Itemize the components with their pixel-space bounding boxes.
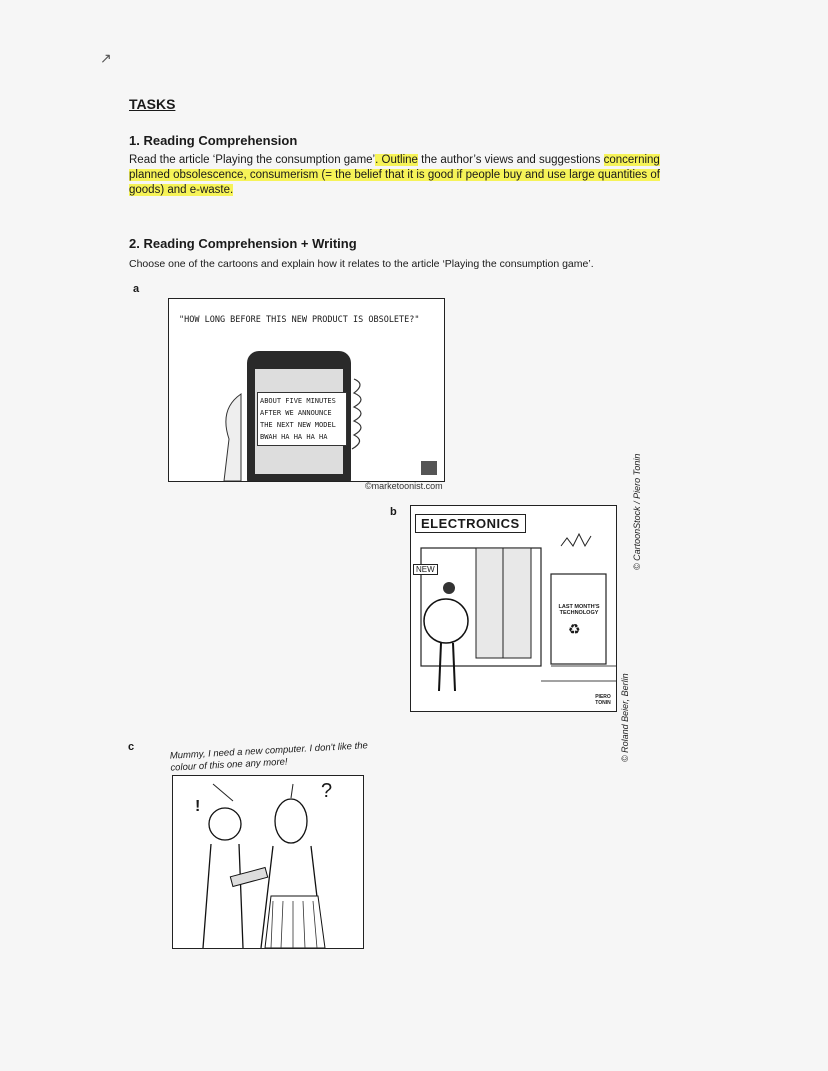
electronics-sign: ELECTRONICS	[415, 514, 526, 533]
task1-text	[129, 153, 669, 198]
bin-label: LAST MONTH'S TECHNOLOGY	[558, 604, 600, 616]
cartoon-c-credit: © Roland Beier, Berlin	[620, 673, 630, 762]
corner-check-mark: ↗	[100, 50, 112, 66]
task1-text-part1: Read the article ‘Playing the consumption game’	[129, 154, 376, 166]
task2-text: Choose one of the cartoons and explain how it relates to the article ‘Playing the consumption game’.	[129, 258, 594, 270]
cartoon-a	[168, 298, 445, 482]
task2-title: 2. Reading Comprehension + Writing	[129, 236, 357, 251]
recycle-icon: ♻	[568, 621, 581, 637]
cartoon-c	[172, 775, 364, 949]
phone-screen-text: ABOUT FIVE MINUTES AFTER WE ANNOUNCE THE NEXT NEW MODEL BWAH HA HA HA HA	[257, 392, 347, 446]
cartoon-a-label: a	[133, 283, 140, 295]
task1-title: 1. Reading Comprehension	[129, 133, 298, 148]
family-drawing	[173, 776, 363, 948]
artist-signature: PIERO TONIN	[595, 694, 611, 706]
exclamation-mark-icon: !	[195, 798, 201, 815]
cartoon-b-credit: © CartoonStock / Piero Tonin	[632, 453, 642, 570]
cartoon-c-label: c	[128, 741, 135, 753]
cartoon-a-caption: "HOW LONG BEFORE THIS NEW PRODUCT IS OBSOLETE?"	[179, 315, 420, 325]
cartoon-b	[410, 505, 617, 712]
task1-highlight-1: . Outline	[375, 154, 418, 166]
question-mark-icon: ?	[321, 780, 333, 802]
new-sign: NEW	[413, 564, 438, 575]
phone-drawing	[169, 299, 444, 481]
cartoon-a-credit: ©marketoonist.com	[365, 481, 443, 491]
marketoonist-logo	[421, 461, 437, 475]
cartoon-c-speech: Mummy, I need a new computer. I don't like the colour of this one any more!	[169, 740, 369, 774]
cartoon-b-label: b	[390, 506, 397, 518]
task1-highlight-2: concerning planned obsolescence, consumerism (= the belief that it is good if people buy and use large quantities of goods) and e-waste.	[129, 154, 660, 196]
tasks-heading: TASKS	[129, 96, 176, 112]
task1-text-part2: the author’s views and suggestions	[417, 154, 604, 166]
